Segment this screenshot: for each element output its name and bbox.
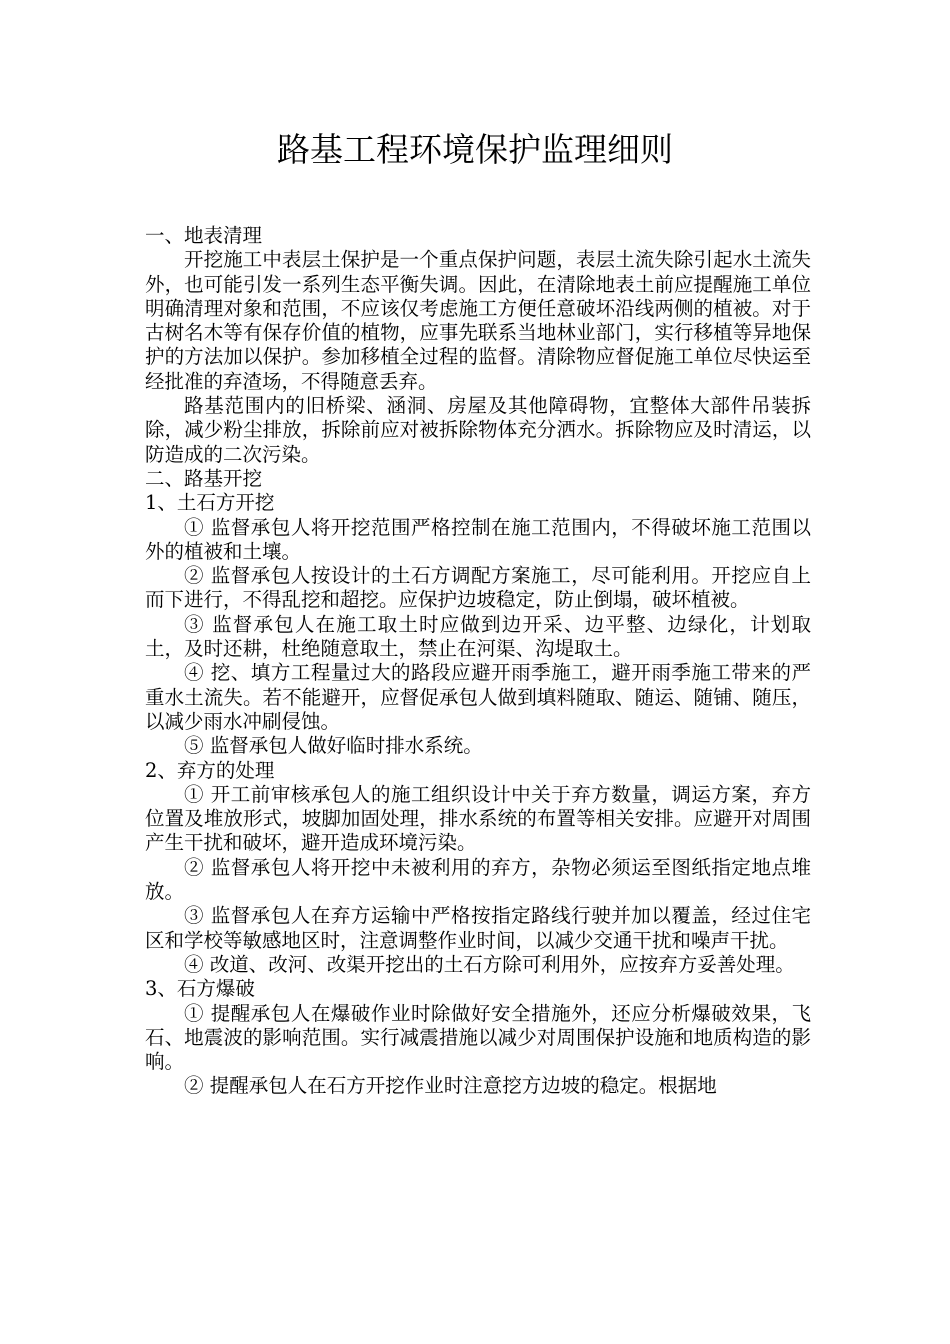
document-body bbox=[145, 224, 811, 1099]
list-item: ② 监督承包人将开挖中未被利用的弃方，杂物必须运至图纸指定地点堆放。 bbox=[145, 855, 811, 904]
list-item: ③ 监督承包人在施工取土时应做到边开采、边平整、边绿化，计划取土，及时还耕，杜绝随意取土，禁止在河渠、沟堤取土。 bbox=[145, 612, 811, 661]
subsection-heading: 3、石方爆破 bbox=[145, 977, 255, 1001]
list-item: ① 监督承包人将开挖范围严格控制在施工范围内，不得破坏施工范围以外的植被和土壤。 bbox=[145, 515, 811, 563]
section-heading: 一、地表清理 bbox=[145, 224, 263, 247]
paragraph: 路基范围内的旧桥梁、涵洞、房屋及其他障碍物，宜整体大部件吊装拆除，减少粉尘排放，拆除前应对被拆除物体充分洒水。拆除物应及时清运，以防造成的二次污染。 bbox=[145, 394, 811, 466]
section-heading: 二、路基开挖 bbox=[145, 466, 263, 490]
list-item: ④ 改道、改河、改渠开挖出的土石方除可利用外，应按弃方妥善处理。 bbox=[184, 952, 795, 976]
subsection-heading: 2、弃方的处理 bbox=[145, 758, 275, 782]
list-item: ⑤ 监督承包人做好临时排水系统。 bbox=[184, 734, 483, 758]
list-item: ② 监督承包人按设计的土石方调配方案施工，尽可能利用。开挖应自上而下进行，不得乱挖和超挖。应保护边坡稳定，防止倒塌，破坏植被。 bbox=[145, 564, 811, 612]
paragraph: 开挖施工中表层土保护是一个重点保护问题，表层土流失除引起水土流失外，也可能引发一系列生态平衡失调。因此，在清除地表土前应提醒施工单位明确清理对象和范围，不应该仅考虑施工方便任意破坏沿线两侧的植被。对于古树名木等有保存价值的植物，应事先联系当地林业部门，实行移植等异地保护的方法加以保护。参加移植全过程的监督。清除物应督促施工单位尽快运至经批准的弃渣场，不得随意丢弃。 bbox=[145, 248, 811, 393]
list-item: ① 提醒承包人在爆破作业时除做好安全措施外，还应分析爆破效果，飞石、地震波的影响范围。实行减震措施以减少对周围保护设施和地质构造的影响。 bbox=[145, 1001, 811, 1074]
list-item: ② 提醒承包人在石方开挖作业时注意挖方边坡的稳定。根据地 bbox=[184, 1074, 717, 1098]
list-item: ① 开工前审核承包人的施工组织设计中关于弃方数量，调运方案，弃方位置及堆放形式，坡脚加固处理，排水系统的布置等相关安排。应避开对周围产生干扰和破坏，避开造成环境污染。 bbox=[145, 782, 811, 855]
list-item: ④ 挖、填方工程量过大的路段应避开雨季施工，避开雨季施工带来的严重水土流失。若不能避开，应督促承包人做到填料随取、随运、随铺、随压，以减少雨水冲刷侵蚀。 bbox=[145, 661, 811, 733]
list-item: ③ 监督承包人在弃方运输中严格按指定路线行驶并加以覆盖，经过住宅区和学校等敏感地区时，注意调整作业时间，以减少交通干扰和噪声干扰。 bbox=[145, 904, 811, 952]
document-title: 路基工程环境保护监理细则 bbox=[277, 130, 673, 169]
subsection-heading: 1、土石方开挖 bbox=[145, 491, 275, 515]
